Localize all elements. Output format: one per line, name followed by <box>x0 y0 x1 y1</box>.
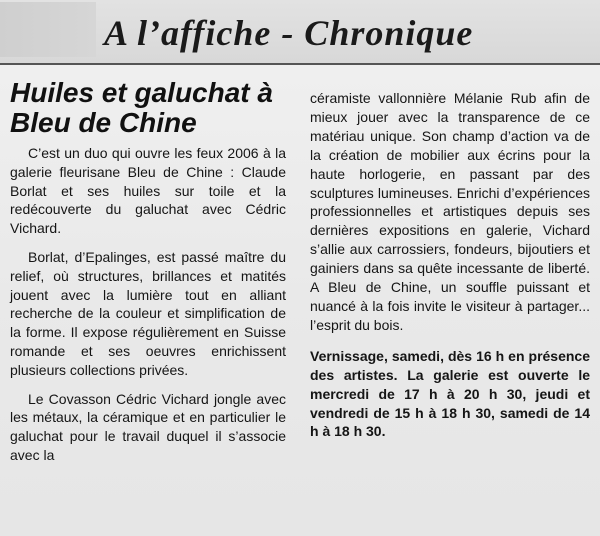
article-column-right <box>310 89 590 451</box>
section-title: A l’affiche - Chronique <box>104 13 474 53</box>
article-paragraph: Borlat, d’Epalinges, est passé maître du relief, où structures, brillances et matités jouent avec la lumière tout en alliant recherche de la couleur et simplification de la forme. Il expose régulièrement en Suisse romande et ses oeuvres enrichissent plusieurs collections privées. <box>10 248 286 378</box>
header-divider <box>0 63 600 65</box>
header-shade <box>0 2 96 57</box>
article-paragraph: C’est un duo qui ouvre les feux 2006 à la galerie fleurisane Bleu de Chine : Claude Borlat et ses huiles sur toile et la redécouverte du galuchat avec Cédric Vichard. <box>10 145 286 237</box>
article-paragraph: Le Covasson Cédric Vichard jongle avec les métaux, la céramique et en particulier le galuchat pour le travail duquel il s’associe avec la <box>10 390 286 463</box>
article-paragraph: céramiste vallonnière Mélanie Rub afin de mieux jouer avec la transparence de ce matériau unique. Son champ d’action va de la création de mobilier aux écrins pour la haute horlogerie, en passant par des sculptures lumineuses. Enrichi d’expériences professionnelles et artistiques depuis ses dernières expositions en galerie, Vichard s’allie aux carrossiers, fondeurs, bijoutiers et gainiers dans sa quête incessante de liberté. A Bleu de Chine, un souffle puissant et nuancé à la fois invite le visiteur à partager... l’esprit du bois. <box>310 90 590 333</box>
event-info: Vernissage, samedi, dès 16 h en présence des artistes. La galerie est ouverte le mercredi de 17 h à 20 h 30, jeudi et vendredi de 15 h à 18 h 30, samedi de 14 h à 18 h 30. <box>310 347 590 440</box>
header-band <box>0 0 600 63</box>
article-headline: Huiles et galuchat à Bleu de Chine <box>10 77 273 138</box>
article-column-left <box>10 78 286 475</box>
